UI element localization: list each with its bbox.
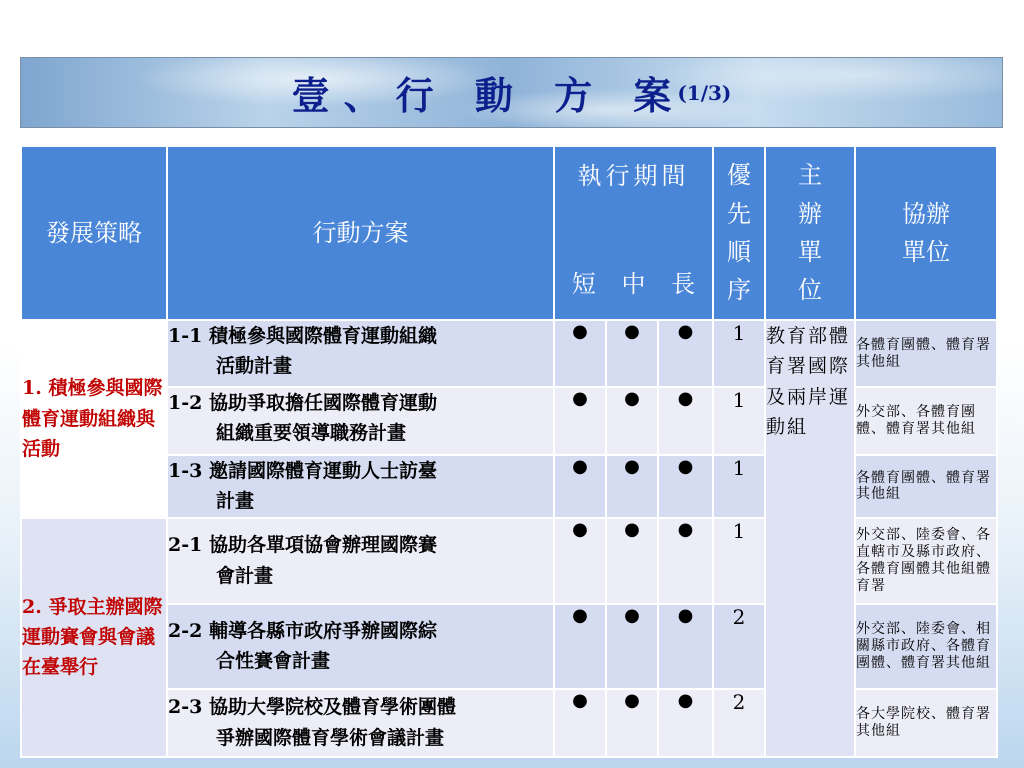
header-period-mid: 中 [621,270,646,299]
dot-short: ● [554,455,606,518]
host-unit: 教育部體育署國際及兩岸運動組 [765,320,855,757]
priority-cell: 1 [713,320,765,387]
plan-2-2 [167,604,554,689]
dot-short: ● [554,320,606,387]
plan-1-3 [167,455,554,518]
table-row [21,320,997,387]
plan-text-cont: 活動計畫 [216,355,293,378]
header-period-long: 長 [671,270,696,299]
plan-text: 輔導各縣市政府爭辦國際綜 [208,619,437,642]
header-plan: 行動方案 [167,146,554,320]
plan-text: 邀請國際體育運動人士訪臺 [208,460,437,482]
dot-short: ● [554,387,606,455]
strategy-1: 1. 積極參與國際體育運動組織與活動 [21,320,167,518]
plan-text-cont: 合性賽會計畫 [216,650,331,673]
plan-text-cont: 爭辦國際體育學術會議計畫 [216,726,445,749]
plan-2-3 [167,689,554,757]
page-title: 壹、行 動 方 案 [291,73,686,118]
dot-mid: ● [606,455,658,518]
plan-text: 積極參與國際體育運動組織 [208,325,437,347]
plan-text: 協助大學院校及體育學術團體 [208,696,456,719]
header-period [554,146,713,320]
priority-cell: 1 [713,455,765,518]
plan-1-2 [167,387,554,455]
plan-code: 2-3 [168,696,203,719]
plan-text-cont: 計畫 [216,490,255,513]
dot-long: ● [658,689,713,757]
dot-mid: ● [606,604,658,689]
priority-cell: 2 [713,604,765,689]
co-unit: 外交部、陸委會、各直轄市及縣市政府、各體育團體其他組體育署 [855,518,997,604]
dot-mid: ● [606,518,658,604]
strategy-2: 2. 爭取主辦國際運動賽會與會議在臺舉行 [21,518,167,757]
header-strategy: 發展策略 [21,146,167,320]
dot-short: ● [554,518,606,604]
plan-code: 1-3 [168,460,203,482]
dot-mid: ● [606,387,658,455]
plan-text: 協助爭取擔任國際體育運動 [208,392,437,414]
co-unit: 各體育團體、體育署其他組 [855,320,997,387]
dot-long: ● [658,604,713,689]
header-period-title: 執行期間 [577,162,690,190]
plan-1-1 [167,320,554,387]
header-priority: 優 先 順 序 [713,146,765,320]
co-unit: 各大學院校、體育署其他組 [855,689,997,757]
plan-code: 2-1 [168,534,203,557]
plan-code: 1-1 [168,325,203,347]
priority-cell: 2 [713,689,765,757]
dot-long: ● [658,320,713,387]
title-banner [20,57,1003,128]
page-number: (1/3) [677,80,732,105]
header-co-unit: 協辦 單位 [855,146,997,320]
dot-mid: ● [606,689,658,757]
co-unit: 外交部、陸委會、相關縣市政府、各體育團體、體育署其他組 [855,604,997,689]
dot-mid: ● [606,320,658,387]
header-period-short: 短 [571,270,596,299]
plan-code: 2-2 [168,619,203,642]
action-plan-table [20,145,998,758]
co-unit: 外交部、各體育團體、體育署其他組 [855,387,997,455]
dot-long: ● [658,518,713,604]
priority-cell: 1 [713,518,765,604]
plan-code: 1-2 [168,392,203,414]
dot-short: ● [554,604,606,689]
header-host: 主 辦 單 位 [765,146,855,320]
priority-cell: 1 [713,387,765,455]
header-row [21,146,997,320]
plan-2-1 [167,518,554,604]
plan-text-cont: 組織重要領導職務計畫 [216,422,407,445]
dot-long: ● [658,455,713,518]
plan-text: 協助各單項協會辦理國際賽 [208,534,437,557]
plan-text-cont: 會計畫 [216,564,274,587]
dot-short: ● [554,689,606,757]
co-unit: 各體育團體、體育署其他組 [855,455,997,518]
dot-long: ● [658,387,713,455]
